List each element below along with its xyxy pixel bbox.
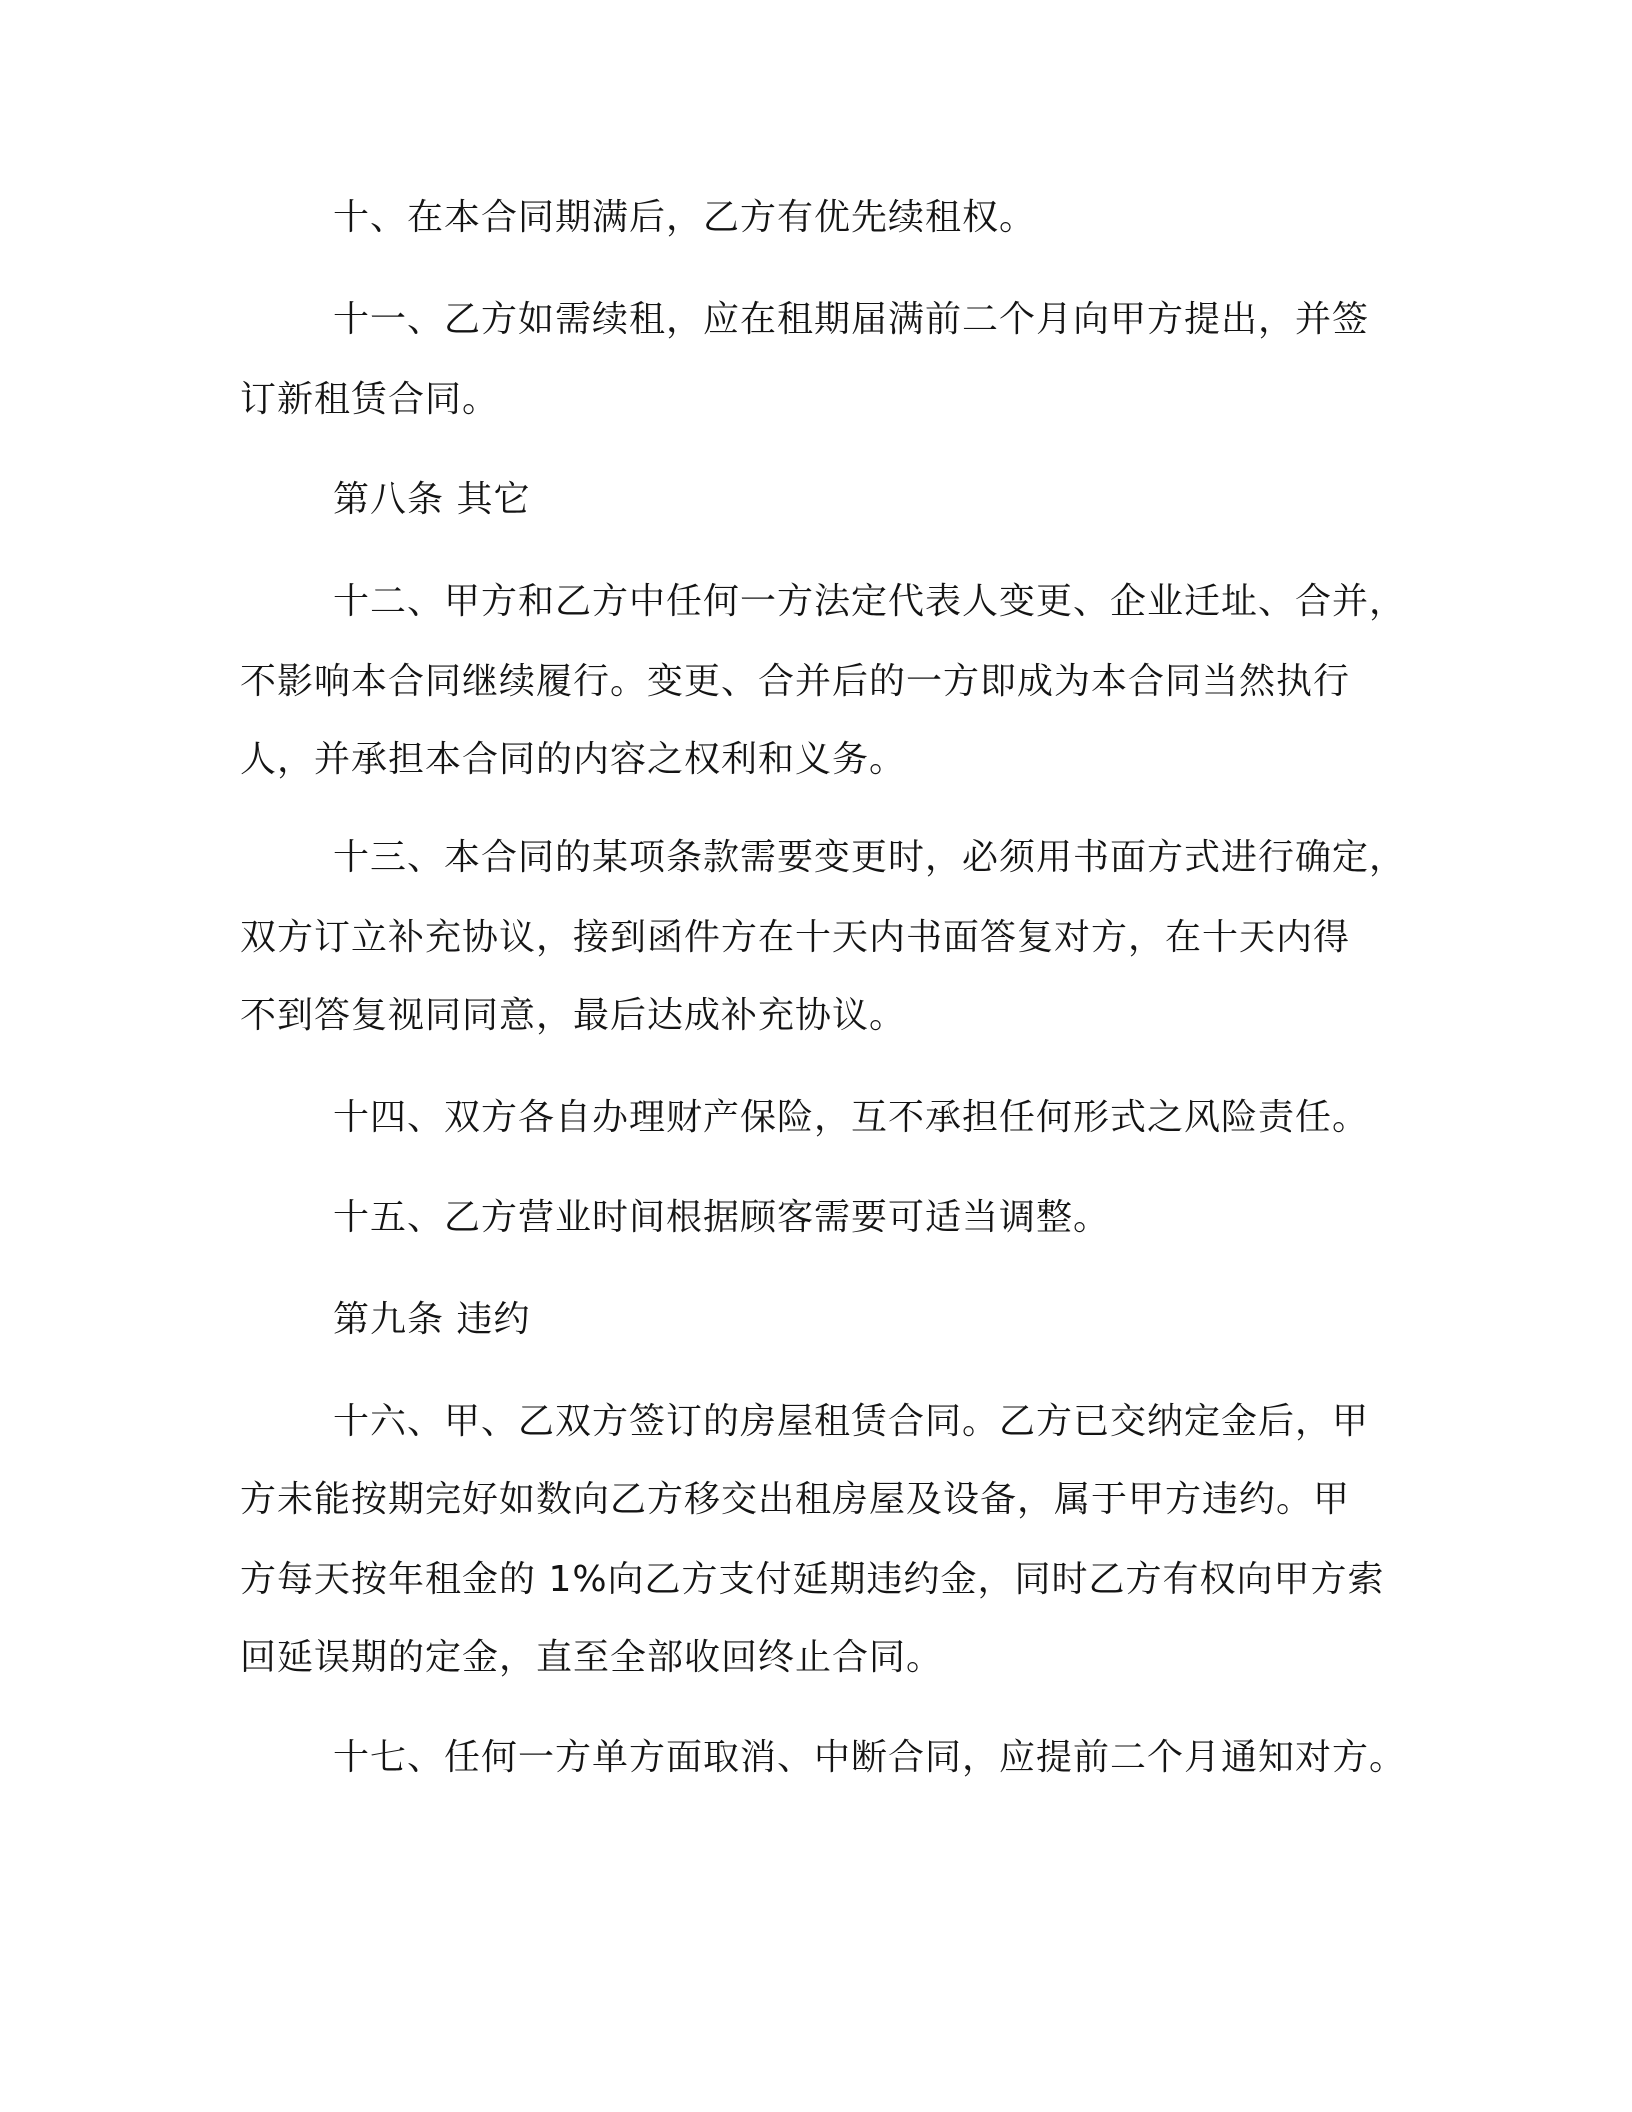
clause-13-line-3: 不到答复视同同意，最后达成补充协议。 xyxy=(240,995,907,1036)
clause-16-line-2: 方未能按期完好如数向乙方移交出租房屋及设备，属于甲方违约。甲 xyxy=(240,1479,1351,1520)
clause-11-line-2: 订新租赁合同。 xyxy=(240,379,500,420)
clause-16-line-4: 回延误期的定金，直至全部收回终止合同。 xyxy=(240,1637,944,1678)
clause-12-line-3: 人，并承担本合同的内容之权利和义务。 xyxy=(240,739,907,780)
clause-13-line-2: 双方订立补充协议，接到函件方在十天内书面答复对方，在十天内得 xyxy=(240,917,1351,958)
clause-12-line-2: 不影响本合同继续履行。变更、合并后的一方即成为本合同当然执行 xyxy=(240,661,1351,702)
article-8-heading: 第八条 其它 xyxy=(333,479,531,520)
clause-14: 十四、双方各自办理财产保险，互不承担任何形式之风险责任。 xyxy=(333,1097,1370,1138)
clause-16-line-3: 方每天按年租金的 1%向乙方支付延期违约金，同时乙方有权向甲方索 xyxy=(240,1559,1385,1600)
clause-10: 十、在本合同期满后，乙方有优先续租权。 xyxy=(333,197,1037,238)
article-9-heading: 第九条 违约 xyxy=(333,1299,531,1340)
clause-11-line-1: 十一、乙方如需续租，应在租期届满前二个月向甲方提出，并签 xyxy=(333,299,1370,340)
clause-17: 十七、任何一方单方面取消、中断合同，应提前二个月通知对方。 xyxy=(333,1737,1407,1778)
clause-15: 十五、乙方营业时间根据顾客需要可适当调整。 xyxy=(333,1197,1111,1238)
clause-13-line-1: 十三、本合同的某项条款需要变更时，必须用书面方式进行确定， xyxy=(333,837,1407,878)
clause-12-line-1: 十二、甲方和乙方中任何一方法定代表人变更、企业迁址、合并， xyxy=(333,581,1407,622)
clause-16-line-1: 十六、甲、乙双方签订的房屋租赁合同。乙方已交纳定金后，甲 xyxy=(333,1401,1370,1442)
